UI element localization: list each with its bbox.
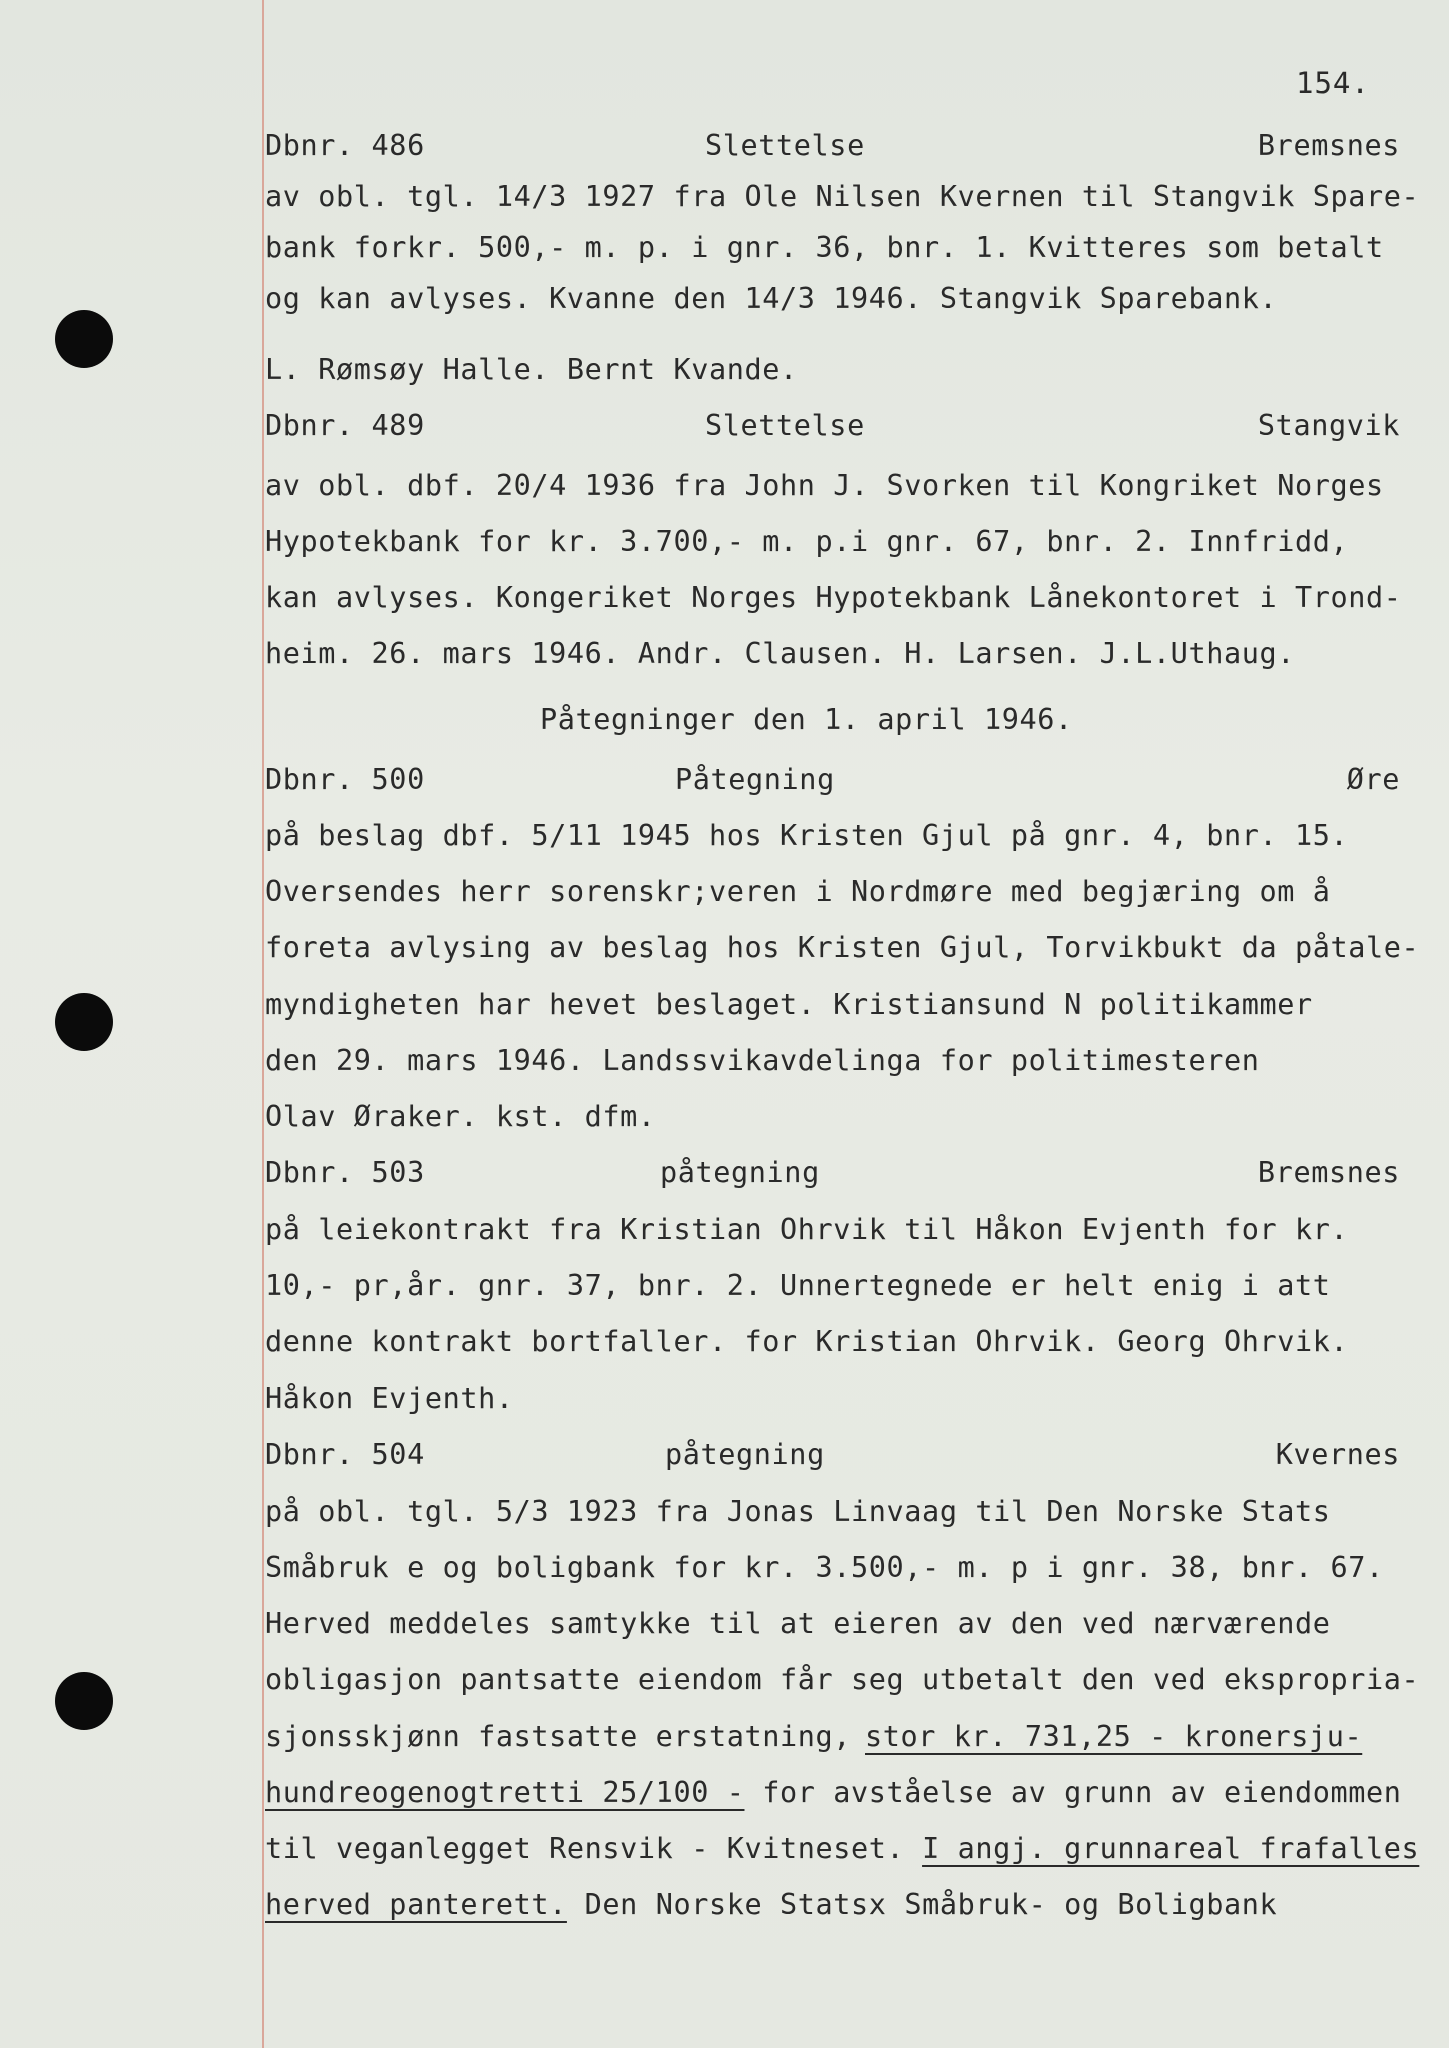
underlined-amount-words: hundreogenogtretti 25/100 - <box>265 1776 745 1809</box>
text-line: og kan avlyses. Kvanne den 14/3 1946. Stangvik Sparebank. <box>265 282 1278 315</box>
text-line <box>265 1885 1395 1925</box>
text-segment: Den Norske Statsx Småbruk- og Boligbank <box>566 1888 1278 1921</box>
text-line: obligasjon pantsatte eiendom får seg utbetalt den ved ekspropria- <box>265 1663 1420 1696</box>
entry-place: Bremsnes <box>1257 1156 1400 1189</box>
text-line <box>265 1829 1420 1869</box>
text-line: bank forkr. 500,- m. p. i gnr. 36, bnr. 1. Kvitteres som betalt <box>265 231 1384 264</box>
entry-type: Påtegning <box>675 763 835 796</box>
text-segment: sjonsskjønn fastsatte erstatning, <box>265 1720 852 1753</box>
entry-type: Slettelse <box>705 409 865 442</box>
text-line: heim. 26. mars 1946. Andr. Clausen. H. Larsen. J.L.Uthaug. <box>265 637 1295 670</box>
text-line <box>265 1773 1402 1813</box>
entry-number: Dbnr. 489 <box>265 409 425 442</box>
text-segment: for avståelse av grunn av eiendommen <box>744 1776 1402 1809</box>
entry-number: Dbnr. 500 <box>265 763 425 796</box>
entry-place: Øre <box>1346 763 1400 796</box>
text-line: den 29. mars 1946. Landssvikavdelinga for politimesteren <box>265 1044 1260 1077</box>
text-line: denne kontrakt bortfaller. for Kristian Ohrvik. Georg Ohrvik. <box>265 1325 1349 1358</box>
text-line: Olav Øraker. kst. dfm. <box>265 1100 656 1133</box>
entry-number: Dbnr. 504 <box>265 1438 425 1471</box>
text-line: myndigheten har hevet beslaget. Kristiansund N politikammer <box>265 988 1313 1021</box>
underlined-amount: stor kr. 731,25 - kronersju- <box>865 1720 1363 1753</box>
entry-place: Stangvik <box>1257 409 1400 442</box>
text-line: Oversendes herr sorenskr;veren i Nordmøre med begjæring om å <box>265 875 1331 908</box>
text-line: på obl. tgl. 5/3 1923 fra Jonas Linvaag til Den Norske Stats <box>265 1495 1331 1528</box>
text-line: Hypotekbank for kr. 3.700,- m. p.i gnr. 67, bnr. 2. Innfridd, <box>265 525 1349 558</box>
section-title: Påtegninger den 1. april 1946. <box>540 703 1073 736</box>
text-line: av obl. dbf. 20/4 1936 fra John J. Svorken til Kongriket Norges <box>265 469 1384 502</box>
text-line: 10,- pr,år. gnr. 37, bnr. 2. Unnertegnede er helt enig i att <box>265 1269 1331 1302</box>
text-line: på leiekontrakt fra Kristian Ohrvik til Håkon Evjenth for kr. <box>265 1213 1349 1246</box>
underlined-clause: herved panterett. <box>265 1888 567 1921</box>
entry-type: påtegning <box>665 1438 825 1471</box>
punch-hole <box>55 310 113 368</box>
entry-type: påtegning <box>660 1156 820 1189</box>
entry-type: Slettelse <box>705 129 865 162</box>
entry-place: Kvernes <box>1275 1438 1400 1471</box>
text-line: L. Rømsøy Halle. Bernt Kvande. <box>265 353 798 386</box>
page-number: 154. <box>1296 66 1370 100</box>
punch-hole <box>55 1672 113 1730</box>
text-line: foreta avlysing av beslag hos Kristen Gjul, Torvikbukt da påtale- <box>265 931 1420 964</box>
entry-number: Dbnr. 486 <box>265 129 425 162</box>
text-line: Herved meddeles samtykke til at eieren av den ved nærværende <box>265 1607 1331 1640</box>
text-line: av obl. tgl. 14/3 1927 fra Ole Nilsen Kvernen til Stangvik Spare- <box>265 180 1420 213</box>
text-line: på beslag dbf. 5/11 1945 hos Kristen Gjul på gnr. 4, bnr. 15. <box>265 819 1349 852</box>
text-line: Håkon Evjenth. <box>265 1382 514 1415</box>
margin-rule <box>262 0 264 2048</box>
punch-hole <box>55 993 113 1051</box>
underlined-clause: I angj. grunnareal frafalles <box>922 1832 1420 1865</box>
entry-number: Dbnr. 503 <box>265 1156 425 1189</box>
entry-place: Bremsnes <box>1257 129 1400 162</box>
text-line <box>265 1717 1395 1757</box>
text-segment: til veganlegget Rensvik - Kvitneset. <box>265 1832 923 1865</box>
text-line: kan avlyses. Kongeriket Norges Hypotekbank Lånekontoret i Trond- <box>265 581 1402 614</box>
text-line: Småbruk e og boligbank for kr. 3.500,- m. p i gnr. 38, bnr. 67. <box>265 1551 1384 1584</box>
